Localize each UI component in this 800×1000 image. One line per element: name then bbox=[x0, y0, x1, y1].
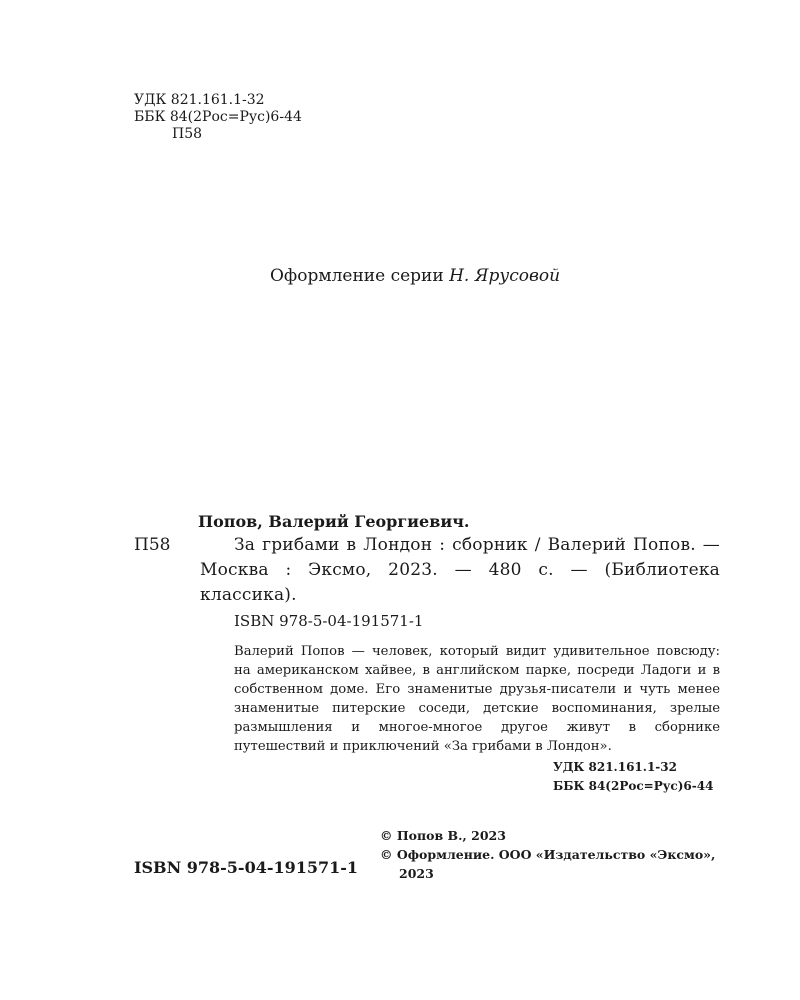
series-design-label: Оформление серии bbox=[270, 266, 444, 286]
bbk-code-bottom: ББК 84(2Рос=Рус)6-44 bbox=[553, 779, 714, 793]
classification-block-top bbox=[134, 92, 302, 143]
copyright-author: © Попов В., 2023 bbox=[380, 828, 506, 843]
udk-code-bottom: УДК 821.161.1-32 bbox=[553, 760, 677, 774]
record-shelf-code: П58 bbox=[134, 535, 171, 555]
record-annotation: Валерий Попов — человек, который видит удивительное повсюду: на американском хайвее, в английском парке, посреди Ладоги и в собственном доме. Его знаменитые друзья-писатели и чуть менее знаменитые питерские соседи, детские воспоминания, зрелые размышления и многое-многое другое живут в сборнике путешествий и приключений «За грибами в Лондон». bbox=[234, 644, 720, 754]
series-designer-name: Н. Ярусовой bbox=[449, 266, 561, 286]
record-author: Попов, Валерий Георгиевич. bbox=[198, 512, 470, 531]
series-design-credit bbox=[270, 266, 560, 286]
classification-block-bottom bbox=[553, 758, 713, 796]
copyright-design-year: 2023 bbox=[399, 866, 434, 881]
udk-code: УДК 821.161.1-32 bbox=[134, 92, 265, 108]
copyright-block bbox=[380, 826, 715, 883]
record-description bbox=[200, 533, 720, 608]
copyright-design: © Оформление. ООО «Издательство «Эксмо», bbox=[380, 847, 716, 862]
record-isbn: ISBN 978-5-04-191571-1 bbox=[234, 612, 424, 630]
bbk-code: ББК 84(2Рос=Рус)6-44 bbox=[134, 109, 302, 125]
author-mark: П58 bbox=[172, 126, 203, 142]
isbn-bottom: ISBN 978-5-04-191571-1 bbox=[134, 858, 359, 877]
record-description-text: За грибами в Лондон : сборник / Валерий Попов. — Москва : Эксмо, 2023. — 480 с. — (Библиотека классика). bbox=[200, 535, 720, 605]
